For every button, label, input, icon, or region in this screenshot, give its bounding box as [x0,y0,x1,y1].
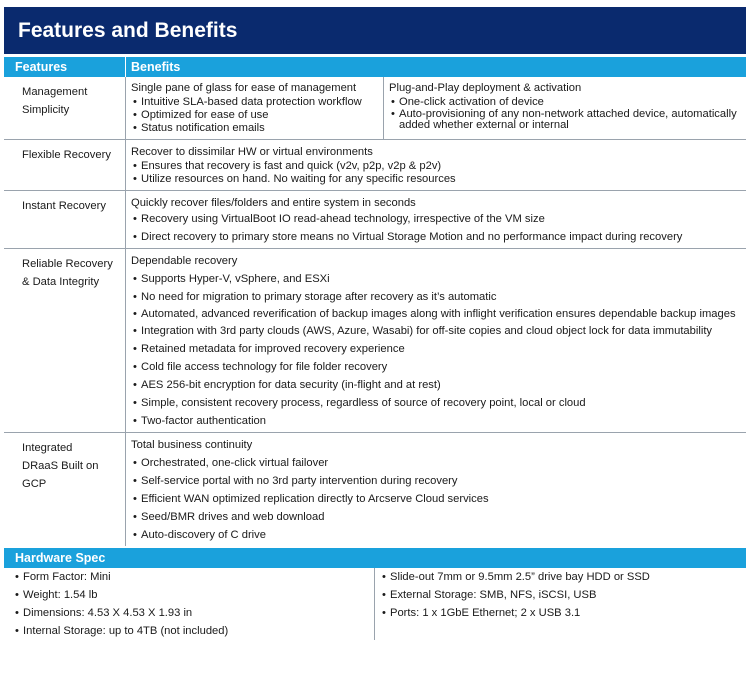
list-item: • Weight: 1.54 lb [15,589,370,602]
list-item: • Cold file access technology for file folder recovery [131,361,742,374]
list-item: • Intuitive SLA-based data protection workflow [131,96,379,109]
hardware-spec-left [4,568,375,640]
benefit-lead: Recover to dissimilar HW or virtual environments [131,146,373,158]
list-item: • Ports: 1 x 1GbE Ethernet; 2 x USB 3.1 [382,607,742,620]
list-item: • Automated, advanced reverification of backup images along with inflight verification ensures dependable backup images [131,309,742,320]
feature-label: Flexible Recovery [4,140,126,190]
list-item: • Efficient WAN optimized replication directly to Arcserve Cloud services [131,493,742,506]
benefit-lead: Single pane of glass for ease of management [131,82,357,94]
list-item: • One-click activation of device [389,96,742,109]
list-item: • Status notification emails [131,122,379,135]
features-benefits-sheet [4,7,746,640]
benefit-cell [126,191,746,248]
list-item: • Auto-discovery of C drive [131,529,742,542]
table-row [4,433,746,546]
list-item: • Seed/BMR drives and web download [131,511,742,524]
benefit-lead: Dependable recovery [131,255,238,267]
list-item: • Optimized for ease of use [131,109,379,122]
benefit-cell-left [126,77,384,139]
table-header [4,57,746,77]
list-item: • Auto-provisioning of any non-network attached device, automatically added whether external or internal [389,109,742,131]
list-item: • Orchestrated, one-click virtual failover [131,457,742,470]
feature-label: Instant Recovery [4,191,126,248]
list-item: • Internal Storage: up to 4TB (not included) [15,625,370,638]
list-item: • Utilize resources on hand. No waiting for any specific resources [131,173,742,186]
feature-label: Integrated DRaaS Built on GCP [4,433,126,546]
list-item: • Slide-out 7mm or 9.5mm 2.5” drive bay HDD or SSD [382,571,742,584]
benefit-cell [126,249,746,432]
hardware-spec-table [4,568,746,640]
list-item: • Ensures that recovery is fast and quick (v2v, p2p, v2p & p2v) [131,160,742,173]
table-row [4,191,746,249]
benefit-lead: Plug-and-Play deployment & activation [389,82,582,94]
list-item: • Retained metadata for improved recovery experience [131,343,742,356]
hardware-spec-right [375,568,746,640]
list-item: • Recovery using VirtualBoot IO read-ahead technology, irrespective of the VM size [131,213,742,226]
feature-label: Management Simplicity [4,77,126,139]
header-benefits: Benefits [131,60,181,74]
header-features: Features [4,57,126,77]
benefit-cell-right [384,77,746,139]
list-item: • Integration with 3rd party clouds (AWS, Azure, Wasabi) for off-site copies and cloud object lock for data immutability [131,325,742,338]
list-item: • Self-service portal with no 3rd party intervention during recovery [131,475,742,488]
page-title: Features and Benefits [4,7,746,54]
table-row [4,249,746,433]
list-item: • AES 256-bit encryption for data security (in-flight and at rest) [131,379,742,392]
table-row [4,140,746,191]
benefit-lead: Total business continuity [131,439,253,451]
list-item: • Simple, consistent recovery process, regardless of source of recovery point, local or cloud [131,397,742,410]
hardware-spec-header: Hardware Spec [4,548,746,568]
benefit-lead: Quickly recover files/folders and entire system in seconds [131,197,416,209]
list-item: • External Storage: SMB, NFS, iSCSI, USB [382,589,742,602]
benefit-cell [126,140,746,190]
list-item: • No need for migration to primary storage after recovery as it’s automatic [131,291,742,304]
benefit-cell [126,433,746,546]
list-item: • Supports Hyper-V, vSphere, and ESXi [131,273,742,286]
list-item: • Form Factor: Mini [15,571,370,584]
list-item: • Two-factor authentication [131,415,742,428]
list-item: • Direct recovery to primary store means no Virtual Storage Motion and no performance impact during recovery [131,231,742,244]
list-item: • Dimensions: 4.53 X 4.53 X 1.93 in [15,607,370,620]
table-row [4,77,746,140]
feature-label: Reliable Recovery & Data Integrity [4,249,126,432]
